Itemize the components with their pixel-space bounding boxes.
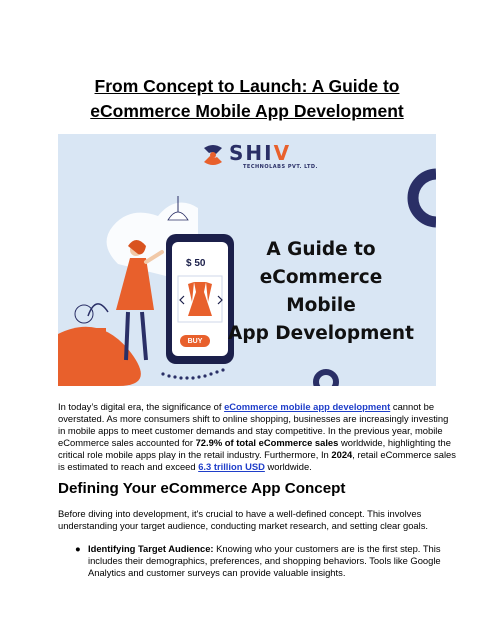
document-title: [0, 74, 494, 124]
banner-heading-line-2: eCommerce Mobile: [259, 267, 383, 316]
price-label: $ 50: [186, 258, 206, 269]
section-paragraph: Before diving into development, it's crucial to have a well-defined concept. This involves understanding your target audience, conducting market research, and setting clear goals.: [58, 508, 429, 531]
logo-name-main: SHI: [229, 141, 274, 165]
section-heading: Defining Your eCommerce App Concept: [58, 480, 346, 497]
ecommerce-app-link[interactable]: eCommerce mobile app development: [224, 401, 391, 412]
banner-heading-line-1: A Guide to: [266, 239, 376, 260]
logo-name: [229, 142, 318, 164]
intro-paragraph: [58, 401, 458, 473]
intro-bold-stat: 72.9% of total eCommerce sales: [195, 437, 339, 448]
title-line-2: eCommerce Mobile App Development: [90, 101, 404, 121]
logo-icon: [200, 142, 226, 168]
logo-subtitle: TECHNOLABS PVT. LTD.: [243, 164, 318, 170]
intro-text-3: worldwide, highlighting the critical role mobile apps play in the retail industry. Furthermore, In: [58, 437, 451, 460]
intro-text-1: In today’s digital era, the significance of: [58, 401, 225, 412]
logo-name-accent: V: [273, 141, 292, 165]
banner-heading-line-3: App Development: [228, 323, 414, 344]
dots-decoration: [161, 368, 224, 379]
intro-text-2: cannot be overstated. As more consumers shift to online shopping, businesses are increasingly investing in mobile apps to meet customer demands and stay competitive. In the previous year, mobile eCommerce sales accounted for: [58, 401, 449, 448]
arc-shape: [413, 174, 436, 222]
banner-heading: [226, 236, 416, 348]
intro-text-4: , retail eCommerce sales is estimated to reach and exceed: [58, 449, 456, 472]
company-logo: [200, 142, 318, 170]
trillion-usd-link[interactable]: 6.3 trillion USD: [198, 461, 265, 472]
bullet-bold: Identifying Target Audience:: [88, 543, 214, 554]
ring-shape: [316, 372, 336, 386]
title-line-1: From Concept to Launch: A Guide to: [94, 76, 400, 96]
bullet-item: [88, 543, 460, 579]
bullet-text: Knowing who your customers are is the first step. This includes their demographics, preferences, and shopping behaviors. Tools like Google Analytics and customer surveys can provide valuable insights.: [88, 543, 441, 578]
bullet-marker: ●: [75, 543, 81, 554]
hero-banner: [58, 134, 436, 386]
intro-text-5: worldwide.: [264, 461, 312, 472]
buy-label: BUY: [187, 338, 203, 345]
intro-bold-year: 2024: [331, 449, 353, 460]
